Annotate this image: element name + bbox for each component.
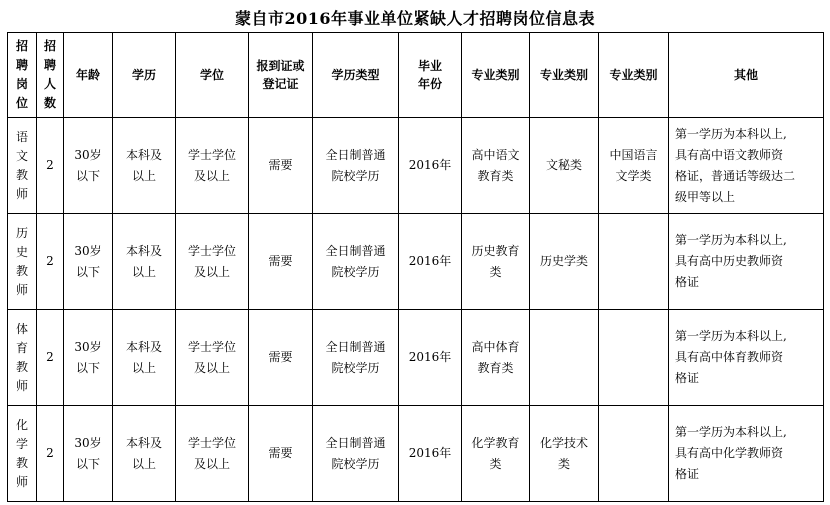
cell-degree: 学士学位 及以上 [176,406,249,502]
cell-major-3 [599,214,669,310]
cell-age: 30岁 以下 [64,214,113,310]
cell-age: 30岁 以下 [64,406,113,502]
cell-cert: 需要 [249,118,313,214]
cell-degree: 学士学位 及以上 [176,310,249,406]
cell-count: 2 [37,406,64,502]
cell-edu-type: 全日制普通 院校学历 [313,406,399,502]
cell-major-1: 高中体育 教育类 [462,310,530,406]
cell-major-2 [530,310,599,406]
cell-edu-type: 全日制普通 院校学历 [313,118,399,214]
page-title: 蒙自市2016年事业单位紧缺人才招聘岗位信息表 [234,9,596,28]
cell-post: 历 史 教 师 [8,214,37,310]
cell-age: 30岁 以下 [64,118,113,214]
header-cert: 报到证或 登记证 [249,33,313,118]
header-major-1: 专业类别 [462,33,530,118]
cell-education: 本科及 以上 [113,310,176,406]
header-post: 招 聘 岗 位 [8,33,37,118]
cell-grad-year: 2016年 [399,214,462,310]
cell-major-1: 高中语文 教育类 [462,118,530,214]
cell-major-3 [599,406,669,502]
cell-cert: 需要 [249,214,313,310]
cell-other: 第一学历为本科以上, 具有高中化学教师资 格证 [669,406,824,502]
cell-other: 第一学历为本科以上, 具有高中体育教师资 格证 [669,310,824,406]
cell-edu-type: 全日制普通 院校学历 [313,214,399,310]
cell-grad-year: 2016年 [399,310,462,406]
cell-count: 2 [37,118,64,214]
recruitment-table [7,32,824,502]
header-count: 招 聘 人 数 [37,33,64,118]
cell-education: 本科及 以上 [113,406,176,502]
table-row [8,406,824,502]
cell-post: 语 文 教 师 [8,118,37,214]
header-education: 学历 [113,33,176,118]
cell-count: 2 [37,214,64,310]
cell-cert: 需要 [249,310,313,406]
table-row [8,118,824,214]
header-age: 年龄 [64,33,113,118]
header-edu-type: 学历类型 [313,33,399,118]
cell-cert: 需要 [249,406,313,502]
cell-age: 30岁 以下 [64,310,113,406]
cell-major-2: 文秘类 [530,118,599,214]
cell-post: 体 育 教 师 [8,310,37,406]
cell-education: 本科及 以上 [113,118,176,214]
header-major-3: 专业类别 [599,33,669,118]
cell-other: 第一学历为本科以上, 具有高中语文教师资 格证，普通话等级达二 级甲等以上 [669,118,824,214]
header-degree: 学位 [176,33,249,118]
cell-major-3: 中国语言 文学类 [599,118,669,214]
cell-degree: 学士学位 及以上 [176,118,249,214]
cell-education: 本科及 以上 [113,214,176,310]
table-row [8,214,824,310]
cell-major-2: 历史学类 [530,214,599,310]
cell-grad-year: 2016年 [399,406,462,502]
cell-major-3 [599,310,669,406]
header-major-2: 专业类别 [530,33,599,118]
cell-degree: 学士学位 及以上 [176,214,249,310]
header-grad-year: 毕业 年份 [399,33,462,118]
cell-edu-type: 全日制普通 院校学历 [313,310,399,406]
cell-count: 2 [37,310,64,406]
table-row [8,310,824,406]
cell-other: 第一学历为本科以上, 具有高中历史教师资 格证 [669,214,824,310]
cell-major-1: 化学教育 类 [462,406,530,502]
header-other: 其他 [669,33,824,118]
cell-post: 化 学 教 师 [8,406,37,502]
cell-major-2: 化学技术 类 [530,406,599,502]
header-row [8,33,824,118]
cell-grad-year: 2016年 [399,118,462,214]
cell-major-1: 历史教育 类 [462,214,530,310]
